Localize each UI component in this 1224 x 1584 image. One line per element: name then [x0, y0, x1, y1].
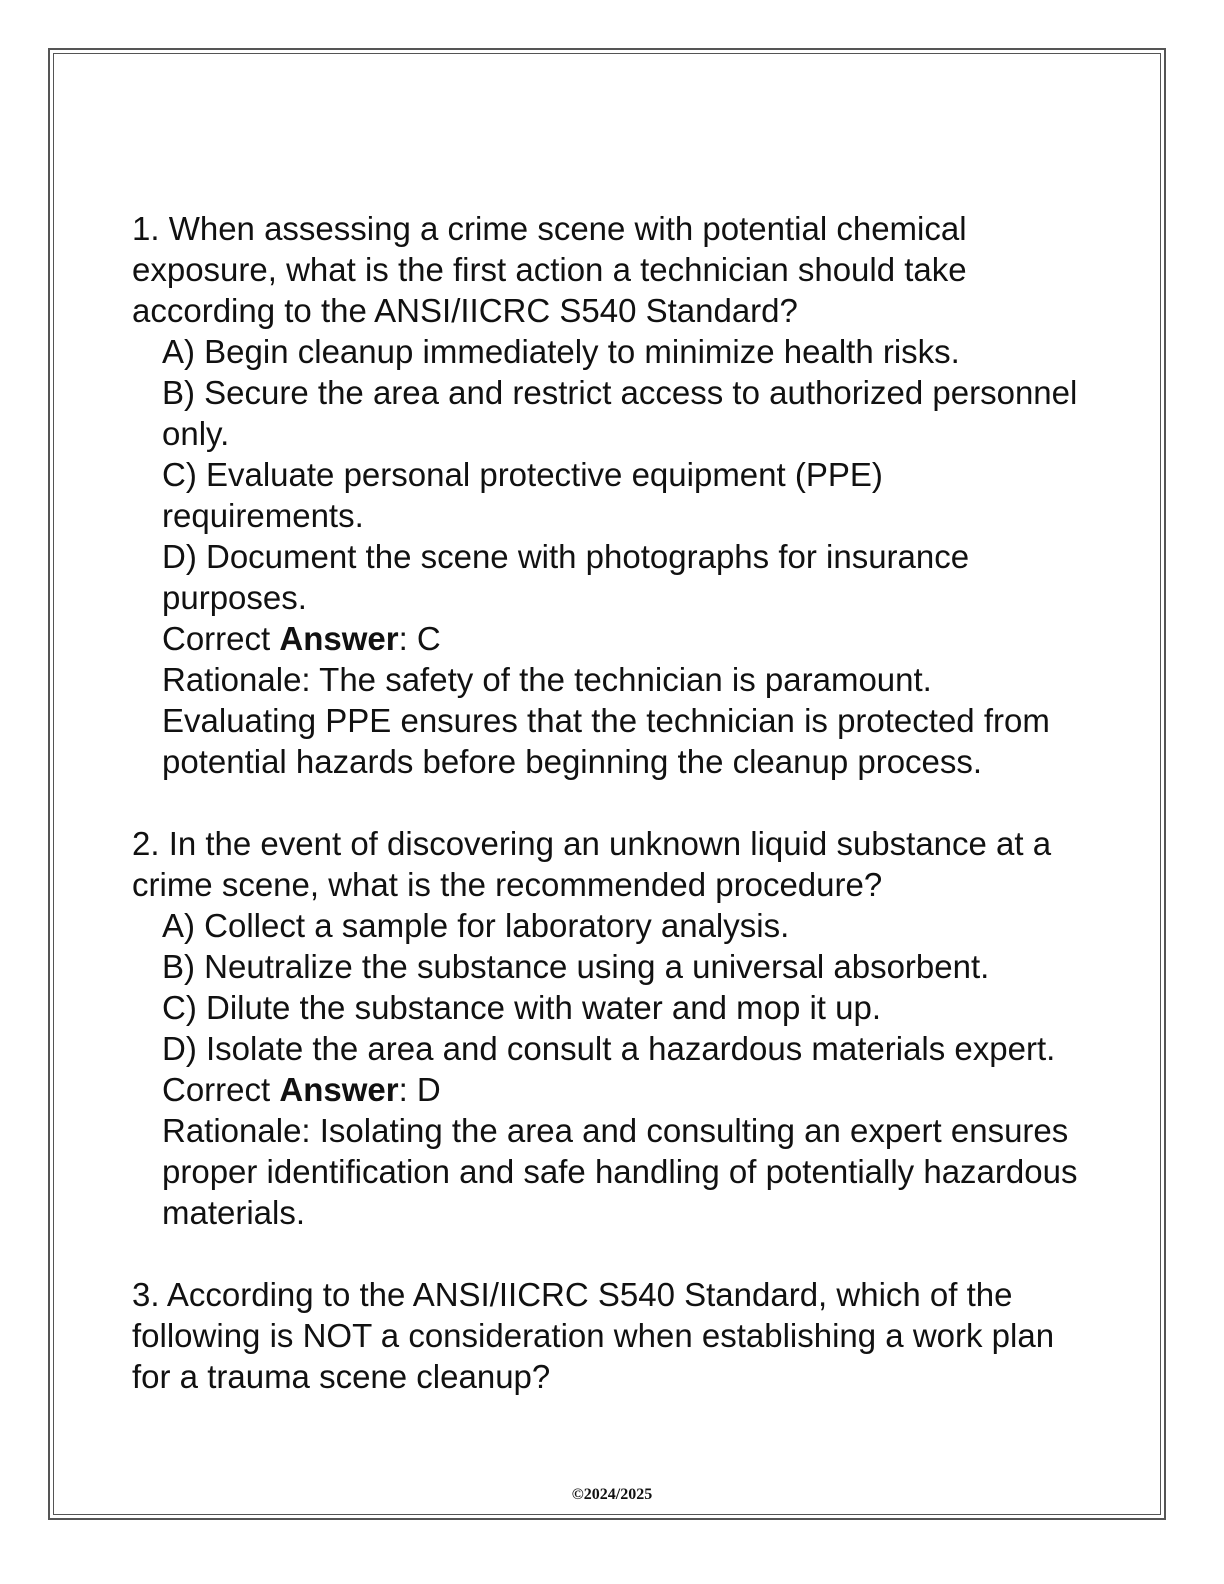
answer-label: Answer	[279, 620, 399, 657]
question-1-stem: 1. When assessing a crime scene with potential chemical exposure, what is the first action a technician should take according to the ANSI/IICRC S540 Standard?	[132, 210, 967, 329]
answer-value: : D	[398, 1071, 441, 1108]
question-1-option-a: A) Begin cleanup immediately to minimize health risks.	[162, 333, 960, 370]
question-2-answer	[132, 1069, 1092, 1110]
question-2-rationale: Rationale: Isolating the area and consulting an expert ensures proper identification and safe handling of potentially hazardous materials.	[162, 1112, 1078, 1231]
question-2-option-b: B) Neutralize the substance using a universal absorbent.	[162, 948, 990, 985]
question-1-option-d: D) Document the scene with photographs for insurance purposes.	[162, 538, 970, 616]
question-1-answer	[132, 618, 1092, 659]
question-1-rationale: Rationale: The safety of the technician is paramount. Evaluating PPE ensures that the technician is protected from potential hazards before beginning the cleanup process.	[162, 661, 1050, 780]
document-body	[132, 208, 1092, 1397]
answer-prefix: Correct	[162, 1071, 280, 1108]
question-2-stem: 2. In the event of discovering an unknown liquid substance at a crime scene, what is the recommended procedure?	[132, 825, 1052, 903]
spacer	[132, 782, 1092, 823]
question-2-option-d: D) Isolate the area and consult a hazardous materials expert.	[162, 1030, 1056, 1067]
answer-label: Answer	[279, 1071, 399, 1108]
spacer	[132, 1233, 1092, 1274]
question-1-option-b: B) Secure the area and restrict access to authorized personnel only.	[162, 374, 1078, 452]
question-3-stem: 3. According to the ANSI/IICRC S540 Standard, which of the following is NOT a consideration when establishing a work plan for a trauma scene cleanup?	[132, 1276, 1055, 1395]
copyright-footer: ©2024/2025	[571, 1486, 653, 1503]
question-1-option-c: C) Evaluate personal protective equipment (PPE) requirements.	[162, 456, 883, 534]
answer-prefix: Correct	[162, 620, 280, 657]
question-2-option-a: A) Collect a sample for laboratory analysis.	[162, 907, 790, 944]
question-2-option-c: C) Dilute the substance with water and mop it up.	[162, 989, 882, 1026]
answer-value: : C	[398, 620, 441, 657]
